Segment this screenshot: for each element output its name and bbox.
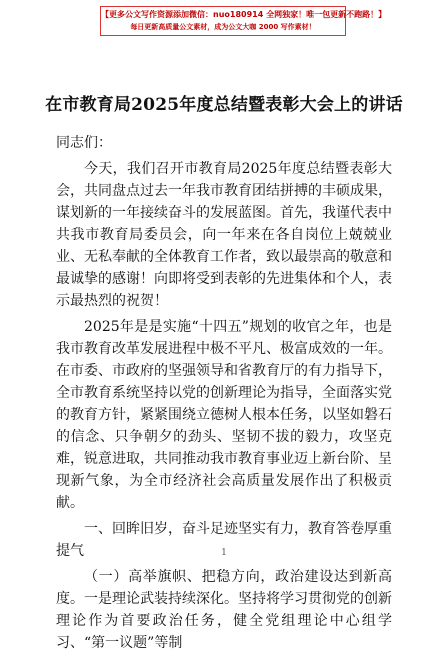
promo-line-2: 每日更新高质量公文素材，成为公文大咖 2000 写作素材！ [130, 23, 316, 31]
salutation: 同志们： [56, 135, 112, 151]
paragraph-subsection-1: （一）高举旗帜、把稳方向，政治建设达到新高度。一是理论武装持续深化。坚持将学习贯彻党的创新理论作为首要政治任务，健全党组理论中心组学习、“第一议题”等制 [56, 569, 392, 651]
paragraph-opening: 今天，我们召开市教育局2025年度总结暨表彰大会，共同盘点过去一年我市教育团结拼搏的丰硕成果，谋划新的一年接续奋斗的发展蓝图。首先，我谨代表中共我市教育局委员会，向一年来在各自岗位上兢兢业业、无私奉献的全体教育工作者，致以最崇高的敬意和最诚挚的感谢！向即将受到表彰的先进集体和个人，表示最热烈的祝贺！ [56, 161, 392, 309]
promo-line-1: 【更多公文写作资源添加微信：nuo180914 全网独家！唯一包更新不跑路！】 [101, 10, 387, 19]
page-number: 1 [221, 548, 227, 558]
document-title: 在市教育局2025年度总结暨表彰大会上的讲话 [45, 95, 403, 115]
document-body [56, 132, 392, 658]
section-heading-1: 一、回眸旧岁，奋斗足迹坚实有力，教育答卷厚重提气 [56, 521, 392, 559]
paragraph-overview: 2025年是是实施“十四五”规划的收官之年，也是我市教育改革发展进程中极不平凡、极富成效的一年。在市委、市政府的坚强领导和省教育厅的有力指导下，全市教育系统坚持以党的创新理论为指导，全面落实党的教育方针，紧紧围绕立德树人根本任务，以坚如磐石的信念、只争朝夕的劲头、坚韧不拔的毅力，攻坚克难，锐意进取，共同推动我市教育事业迈上新台阶、呈现新气象，为全市经济社会高质量发展作出了积极贡献。 [56, 319, 392, 511]
promo-banner [100, 6, 387, 36]
